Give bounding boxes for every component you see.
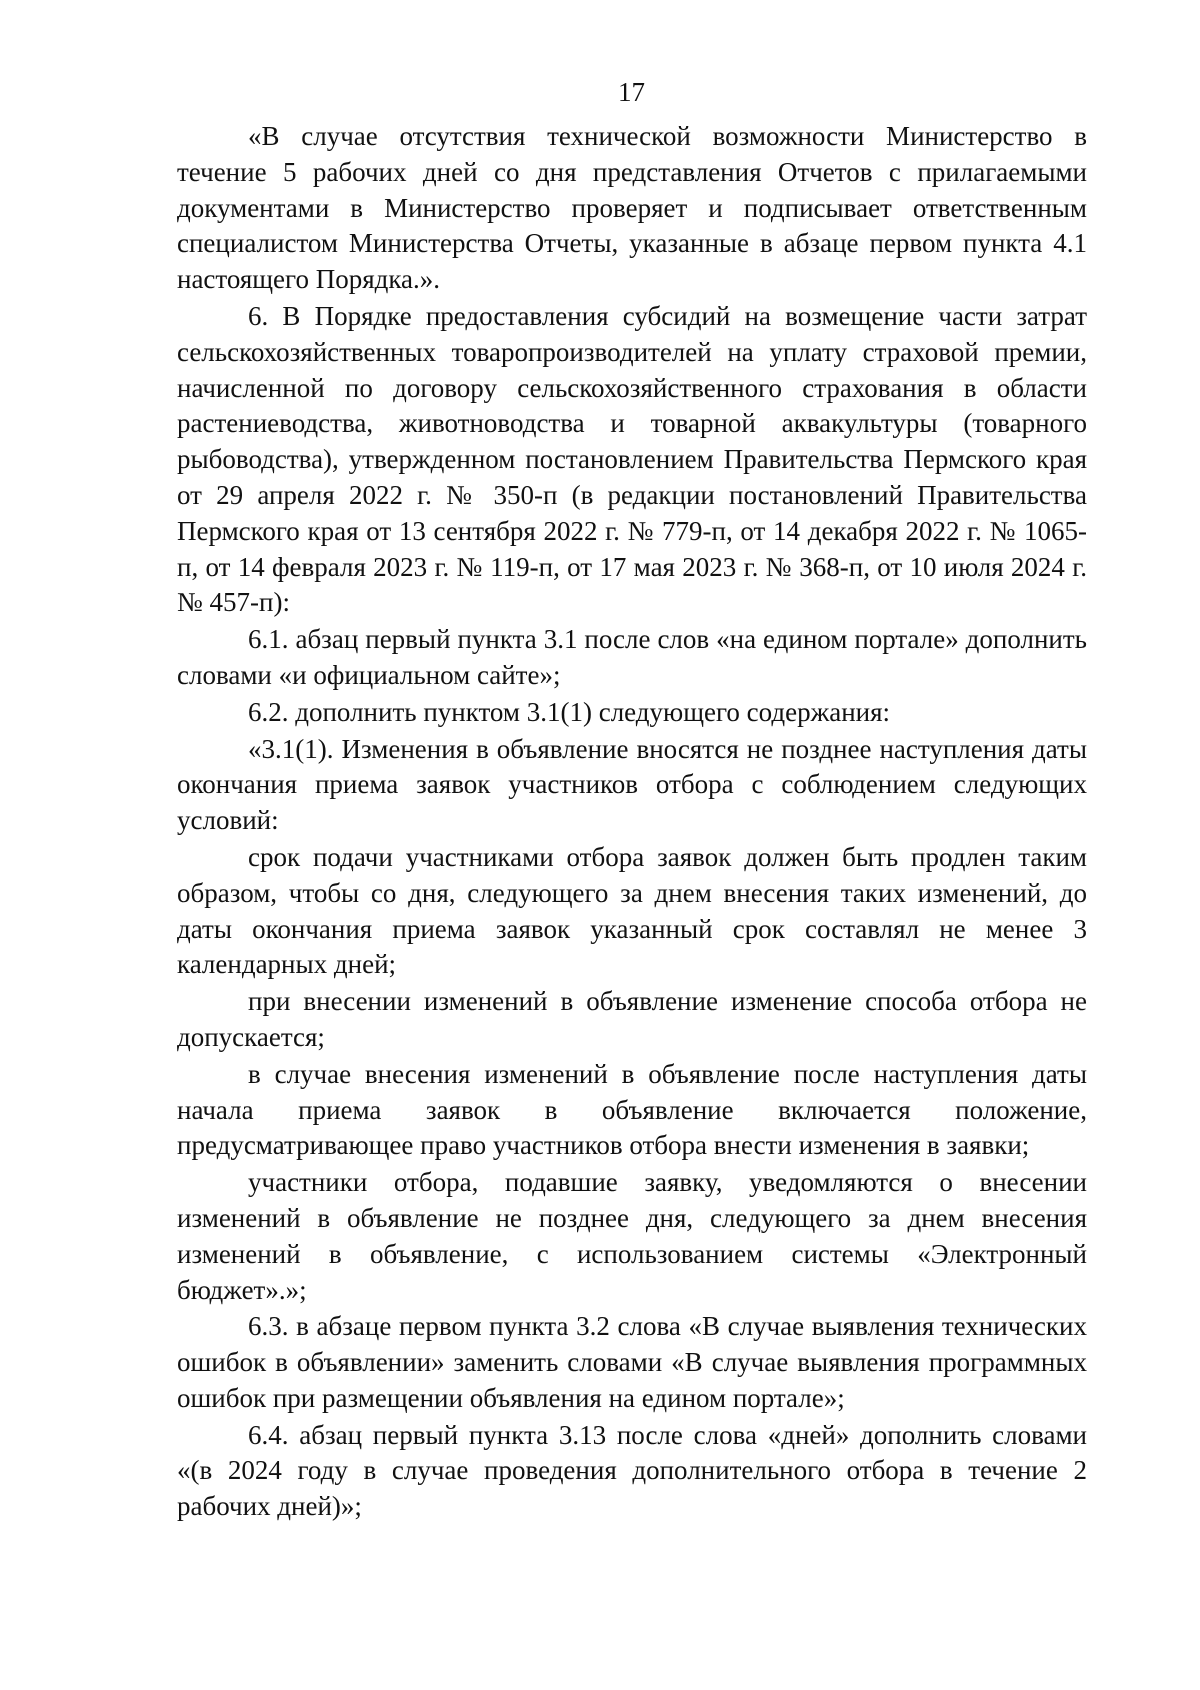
paragraph-participant-notification: участники отбора, подавшие заявку, уведомляются о внесении изменений в объявление не позднее дня, следующего за днем внесения изменений в объявление, с использованием системы «Электронный бюджет».»; xyxy=(177,1167,1087,1305)
document-body xyxy=(177,119,1087,1525)
paragraph-item-6-2: 6.2. дополнить пунктом 3.1(1) следующего содержания: xyxy=(248,696,891,727)
paragraph-item-6-3: 6.3. в абзаце первом пункта 3.2 слова «В случае выявления технических ошибок в объявлении» заменить словами «В случае выявления программных ошибок при размещении объявления на едином портале»; xyxy=(177,1311,1087,1413)
paragraph-selection-method: при внесении изменений в объявление изменение способа отбора не допускается; xyxy=(177,986,1087,1052)
paragraph-ministry-reports-quote: «В случае отсутствия технической возможности Министерство в течение 5 рабочих дней со дня представления Отчетов с прилагаемыми документами в Министерство проверяет и подписывает ответственным специалистом Министерства Отчеты, указанные в абзаце первом пункта 4.1 настоящего Порядка.». xyxy=(177,121,1087,295)
paragraph-clause-3-1-1: «3.1(1). Изменения в объявление вносятся не позднее наступления даты окончания приема заявок участников отбора с соблюдением следующих условий: xyxy=(177,733,1087,836)
paragraph-application-changes: в случае внесения изменений в объявление после наступления даты начала приема заявок в объявление включается положение, предусматривающее право участников отбора внести изменения в заявки; xyxy=(177,1058,1087,1161)
paragraph-item-6: 6. В Порядке предоставления субсидий на возмещение части затрат сельскохозяйственных товаропроизводителей на уплату страховой премии, начисленной по договору сельскохозяйственного страхования в области растениеводства, животноводства и товарной аквакультуры (товарного рыбоводства), утвержденном постановлением Правительства Пермского края от 29 апреля 2022 г. № 350-п (в редакции постановлений Правительства Пермского края от 13 сентября 2022 г. № 779-п, от 14 декабря 2022 г. № 1065-п, от 14 февраля 2023 г. № 119-п, от 17 мая 2023 г. № 368-п, от 10 июля 2024 г. № 457-п): xyxy=(177,300,1087,618)
page-number: 17 xyxy=(618,77,645,107)
paragraph-item-6-1: 6.1. абзац первый пункта 3.1 после слов «на едином портале» дополнить словами «и официальном сайте»; xyxy=(177,624,1087,690)
paragraph-deadline-extension: срок подачи участниками отбора заявок должен быть продлен таким образом, чтобы со дня, следующего за днем внесения таких изменений, до даты окончания приема заявок указанный срок составлял не менее 3 календарных дней; xyxy=(177,841,1087,980)
paragraph-item-6-4: 6.4. абзац первый пункта 3.13 после слова «дней» дополнить словами «(в 2024 году в случае проведения дополнительного отбора в течение 2 рабочих дней)»; xyxy=(177,1419,1087,1522)
